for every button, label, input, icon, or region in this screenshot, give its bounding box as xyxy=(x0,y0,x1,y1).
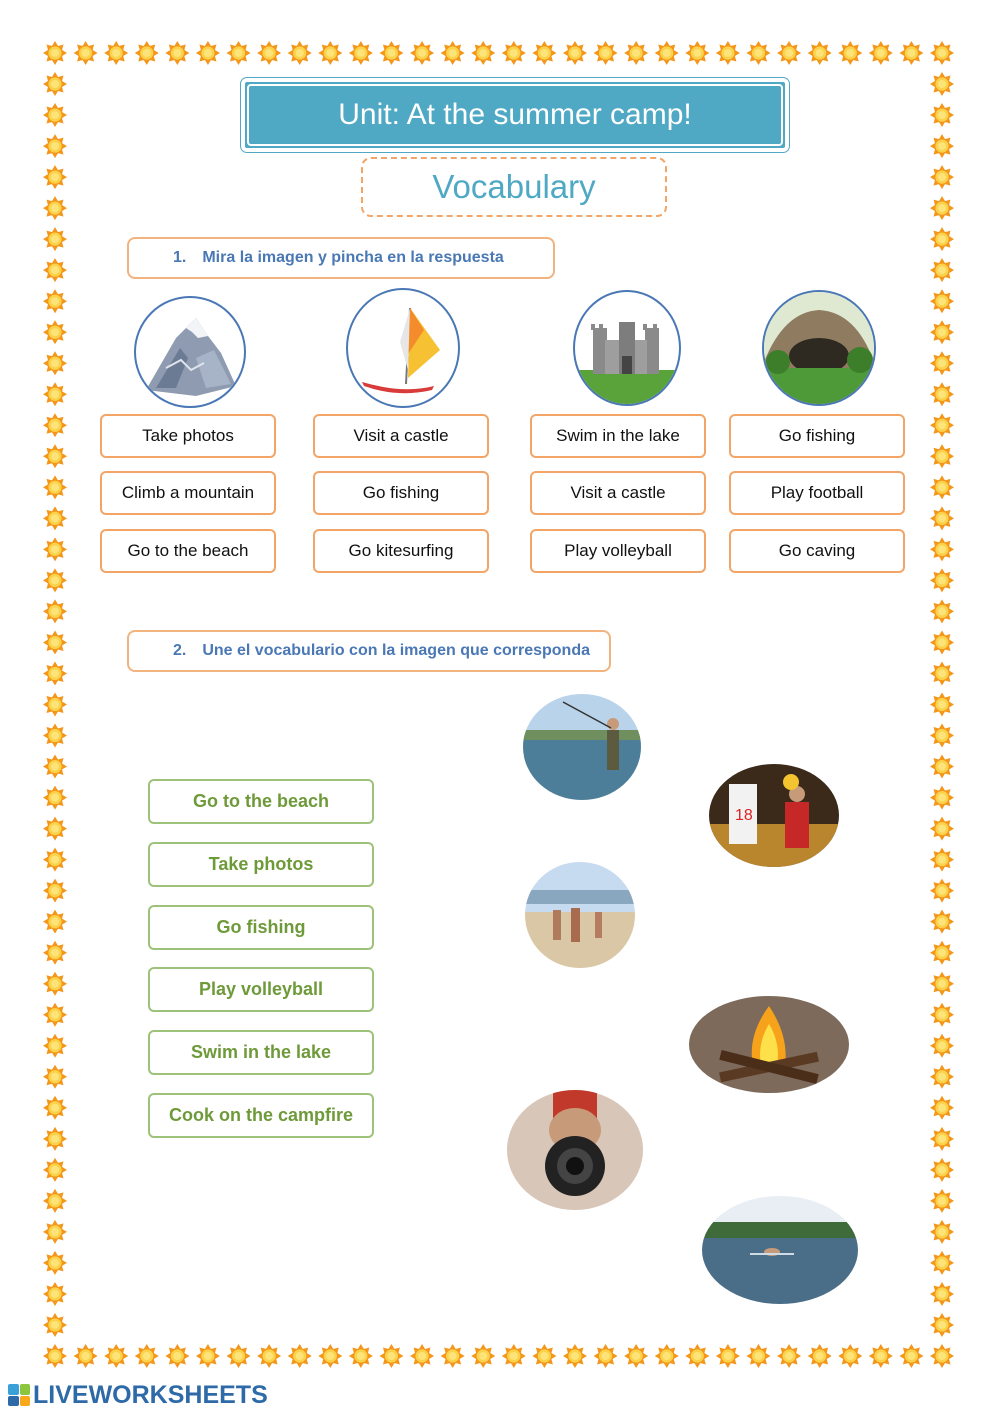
sun-icon xyxy=(930,1189,954,1213)
sun-icon xyxy=(43,196,67,220)
exercise-2-instruction xyxy=(127,630,611,672)
sun-icon xyxy=(43,1282,67,1306)
sun-icon xyxy=(930,910,954,934)
sun-icon xyxy=(930,1220,954,1244)
sun-icon xyxy=(930,1096,954,1120)
sun-icon xyxy=(43,1313,67,1337)
answer-option[interactable]: Visit a castle xyxy=(313,414,489,458)
sun-icon xyxy=(502,1344,526,1368)
sun-icon xyxy=(135,41,159,65)
sun-icon xyxy=(471,1344,495,1368)
sun-icon xyxy=(43,724,67,748)
cave-icon xyxy=(762,290,876,406)
sun-icon xyxy=(410,41,434,65)
sun-icon xyxy=(43,1065,67,1089)
sun-icon xyxy=(594,41,618,65)
sun-icon xyxy=(716,1344,740,1368)
sun-icon xyxy=(930,693,954,717)
sun-icon xyxy=(930,227,954,251)
sun-icon xyxy=(104,41,128,65)
volleyball-photo[interactable] xyxy=(709,764,839,867)
sun-icon xyxy=(43,1127,67,1151)
vocab-word[interactable]: Swim in the lake xyxy=(148,1030,374,1075)
sun-icon xyxy=(43,879,67,903)
sun-icon xyxy=(43,537,67,561)
sun-icon xyxy=(43,382,67,406)
sun-icon xyxy=(196,41,220,65)
sun-icon xyxy=(930,134,954,158)
sun-icon xyxy=(930,817,954,841)
sun-icon xyxy=(930,972,954,996)
sun-icon xyxy=(43,1158,67,1182)
sun-icon xyxy=(441,41,465,65)
vocab-word[interactable]: Go fishing xyxy=(148,905,374,950)
sun-icon xyxy=(930,258,954,282)
sun-icon xyxy=(930,661,954,685)
sun-icon xyxy=(899,41,923,65)
sun-icon xyxy=(43,1220,67,1244)
sun-icon xyxy=(930,630,954,654)
vocab-word[interactable]: Cook on the campfire xyxy=(148,1093,374,1138)
sun-icon xyxy=(930,351,954,375)
windsurf-board-icon xyxy=(346,288,460,408)
sun-icon xyxy=(318,1344,342,1368)
sun-icon xyxy=(532,41,556,65)
sun-icon xyxy=(869,1344,893,1368)
sun-icon xyxy=(43,475,67,499)
vocab-word[interactable]: Go to the beach xyxy=(148,779,374,824)
sun-icon xyxy=(43,755,67,779)
sun-icon xyxy=(43,1344,67,1368)
sun-icon xyxy=(43,972,67,996)
sun-icon xyxy=(930,1251,954,1275)
sun-icon xyxy=(838,1344,862,1368)
sun-icon xyxy=(471,41,495,65)
sun-icon xyxy=(257,1344,281,1368)
answer-option[interactable]: Take photos xyxy=(100,414,276,458)
sun-icon xyxy=(930,1003,954,1027)
sun-icon xyxy=(43,103,67,127)
unit-title-banner xyxy=(241,78,789,152)
sun-icon xyxy=(43,910,67,934)
sun-icon xyxy=(165,41,189,65)
sun-icon xyxy=(746,41,770,65)
sun-icon xyxy=(43,165,67,189)
lake-swim-photo[interactable] xyxy=(702,1196,858,1304)
exercise-1-number: 1. xyxy=(173,249,187,266)
sun-icon xyxy=(349,41,373,65)
sun-icon xyxy=(930,755,954,779)
sun-icon xyxy=(43,599,67,623)
sun-icon xyxy=(43,568,67,592)
sun-icon xyxy=(624,41,648,65)
sun-icon xyxy=(869,41,893,65)
sun-icon xyxy=(930,413,954,437)
sun-icon xyxy=(930,1344,954,1368)
sun-icon xyxy=(930,537,954,561)
answer-option[interactable]: Go kitesurfing xyxy=(313,529,489,573)
sun-icon xyxy=(930,1282,954,1306)
sun-icon xyxy=(410,1344,434,1368)
sun-icon xyxy=(43,817,67,841)
sun-icon xyxy=(165,1344,189,1368)
answer-option[interactable]: Go fishing xyxy=(729,414,905,458)
exercise-2-number: 2. xyxy=(173,642,187,659)
sun-icon xyxy=(563,1344,587,1368)
answer-option[interactable]: Climb a mountain xyxy=(100,471,276,515)
sun-icon xyxy=(43,1189,67,1213)
sun-icon xyxy=(104,1344,128,1368)
sun-icon xyxy=(43,848,67,872)
exercise-1-text: Mira la imagen y pincha en la respuesta xyxy=(202,249,504,266)
sun-icon xyxy=(930,1034,954,1058)
sun-icon xyxy=(685,1344,709,1368)
sun-icon xyxy=(930,724,954,748)
sun-icon xyxy=(930,599,954,623)
sun-icon xyxy=(227,41,251,65)
sun-icon xyxy=(43,1034,67,1058)
sun-icon xyxy=(777,41,801,65)
mountain-icon xyxy=(134,296,246,408)
sun-icon xyxy=(808,41,832,65)
sun-icon xyxy=(43,630,67,654)
sun-icon xyxy=(930,1065,954,1089)
sun-icon xyxy=(930,196,954,220)
answer-option[interactable]: Go to the beach xyxy=(100,529,276,573)
sun-icon xyxy=(43,289,67,313)
sun-icon xyxy=(930,506,954,530)
sun-icon xyxy=(74,1344,98,1368)
sun-icon xyxy=(43,941,67,965)
sun-icon xyxy=(227,1344,251,1368)
sun-icon xyxy=(257,41,281,65)
sun-icon xyxy=(685,41,709,65)
sun-icon xyxy=(930,879,954,903)
vocab-word[interactable]: Play volleyball xyxy=(148,967,374,1012)
exercise-2-text: Une el vocabulario con la imagen que corresponda xyxy=(202,642,590,659)
sun-icon xyxy=(43,444,67,468)
sun-icon xyxy=(777,1344,801,1368)
sun-icon xyxy=(43,661,67,685)
sun-icon xyxy=(930,103,954,127)
sun-icon xyxy=(441,1344,465,1368)
vocab-word[interactable]: Take photos xyxy=(148,842,374,887)
answer-option[interactable]: Go caving xyxy=(729,529,905,573)
vocabulary-heading: Vocabulary xyxy=(361,157,667,217)
sun-icon xyxy=(43,506,67,530)
sun-icon xyxy=(43,693,67,717)
sun-icon xyxy=(808,1344,832,1368)
sun-icon xyxy=(43,413,67,437)
sun-icon xyxy=(930,41,954,65)
sun-icon xyxy=(930,941,954,965)
exercise-1-instruction xyxy=(127,237,555,279)
logo-text: LIVEWORKSHEETS xyxy=(33,1380,268,1409)
sun-icon xyxy=(655,1344,679,1368)
sun-icon xyxy=(43,351,67,375)
sun-icon xyxy=(930,1313,954,1337)
sun-icon xyxy=(930,382,954,406)
fishing-photo[interactable] xyxy=(523,694,641,800)
sun-icon xyxy=(930,320,954,344)
sun-icon xyxy=(43,72,67,96)
answer-option[interactable]: Go fishing xyxy=(313,471,489,515)
sun-icon xyxy=(930,72,954,96)
sun-icon xyxy=(43,258,67,282)
sun-icon xyxy=(43,134,67,158)
sun-icon xyxy=(135,1344,159,1368)
unit-title: Unit: At the summer camp! xyxy=(247,84,783,146)
sun-icon xyxy=(43,227,67,251)
sun-icon xyxy=(930,568,954,592)
beach-photo[interactable] xyxy=(525,862,635,968)
sun-icon xyxy=(930,165,954,189)
campfire-photo[interactable] xyxy=(689,996,849,1093)
sun-icon xyxy=(532,1344,556,1368)
sun-icon xyxy=(288,1344,312,1368)
sun-icon xyxy=(930,1127,954,1151)
sun-icon xyxy=(43,786,67,810)
answer-option[interactable]: Play volleyball xyxy=(530,529,706,573)
sun-icon xyxy=(930,848,954,872)
sun-icon xyxy=(288,41,312,65)
sun-icon xyxy=(379,41,403,65)
sun-icon xyxy=(196,1344,220,1368)
sun-icon xyxy=(43,41,67,65)
sun-icon xyxy=(74,41,98,65)
sun-icon xyxy=(930,475,954,499)
sun-icon xyxy=(318,41,342,65)
answer-option[interactable]: Play football xyxy=(729,471,905,515)
answer-option[interactable]: Visit a castle xyxy=(530,471,706,515)
sun-icon xyxy=(563,41,587,65)
sun-icon xyxy=(930,1158,954,1182)
sun-icon xyxy=(379,1344,403,1368)
sun-icon xyxy=(899,1344,923,1368)
castle-icon xyxy=(573,290,681,406)
sun-icon xyxy=(930,289,954,313)
svg-text:18: 18 xyxy=(735,807,753,824)
sun-icon xyxy=(502,41,526,65)
logo-cube-icon xyxy=(8,1384,30,1406)
sun-icon xyxy=(43,1096,67,1120)
sun-icon xyxy=(838,41,862,65)
sun-icon xyxy=(716,41,740,65)
camera-photo[interactable] xyxy=(507,1090,643,1210)
sun-icon xyxy=(746,1344,770,1368)
sun-icon xyxy=(43,1251,67,1275)
sun-icon xyxy=(930,444,954,468)
sun-icon xyxy=(43,1003,67,1027)
sun-icon xyxy=(594,1344,618,1368)
sun-icon xyxy=(349,1344,373,1368)
sun-icon xyxy=(624,1344,648,1368)
sun-icon xyxy=(655,41,679,65)
sun-icon xyxy=(43,320,67,344)
answer-option[interactable]: Swim in the lake xyxy=(530,414,706,458)
liveworksheets-logo xyxy=(8,1382,268,1408)
sun-icon xyxy=(930,786,954,810)
